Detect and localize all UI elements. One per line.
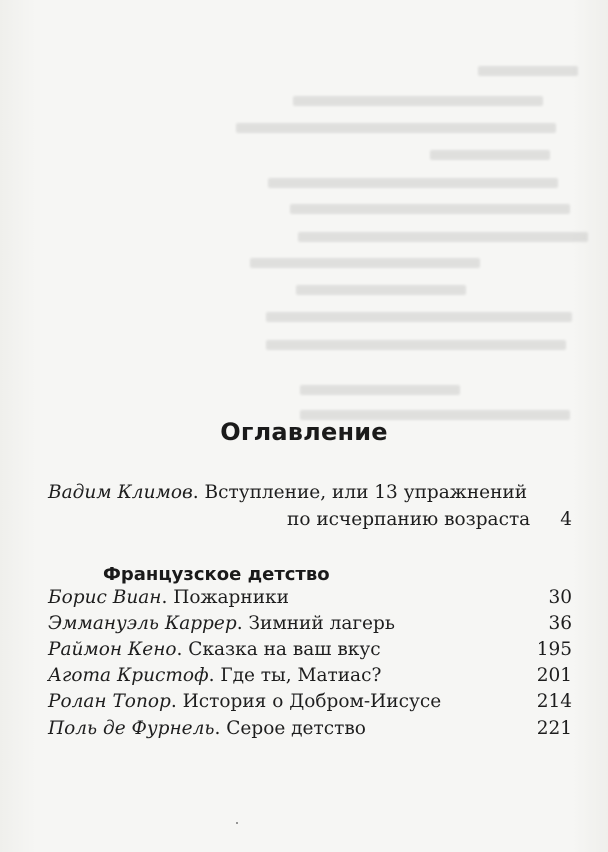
ink-speck (236, 822, 238, 824)
entry-separator: . (161, 587, 174, 608)
toc-title: Оглавление (220, 418, 388, 446)
section-heading: Французское детство (103, 564, 330, 585)
toc-entry[interactable] (48, 690, 441, 714)
entry-author: Вадим Климов (48, 482, 193, 503)
entry-title: Серое детство (226, 718, 366, 739)
toc-entry[interactable] (48, 638, 381, 662)
entry-separator: . (176, 639, 189, 660)
entry-separator: . (214, 718, 227, 739)
toc-entry[interactable] (48, 664, 381, 688)
entry-page-number: 36 (548, 613, 572, 634)
entry-page-number: 221 (536, 718, 572, 739)
entry-author: Ролан Топор (48, 691, 171, 712)
entry-author: Раймон Кено (48, 639, 177, 660)
entry-separator: . (208, 665, 221, 686)
entry-author: Агота Кристоф (48, 665, 209, 686)
entry-title-continued: по исчерпанию возраста (287, 509, 531, 530)
toc-entry[interactable] (48, 586, 289, 610)
entry-author: Эммануэль Каррер (48, 613, 237, 634)
entry-separator: . (170, 691, 183, 712)
entry-separator: . (236, 613, 249, 634)
entry-title: История о Добром-Иисусе (182, 691, 442, 712)
entry-title: Где ты, Матиас? (220, 665, 382, 686)
toc-entry[interactable] (48, 717, 366, 741)
entry-title: Сказка на ваш вкус (188, 639, 381, 660)
entry-author: Борис Виан (48, 587, 162, 608)
entry-separator: . (192, 482, 205, 503)
entry-page-number: 214 (536, 691, 572, 712)
entry-page-number: 201 (536, 665, 572, 686)
entry-title: Пожарники (173, 587, 289, 608)
entry-page-number: 4 (560, 509, 572, 530)
entry-author: Поль де Фурнель (48, 718, 215, 739)
entry-page-number: 195 (536, 639, 572, 660)
toc-entry[interactable] (48, 612, 395, 636)
entry-title: Вступление, или 13 упражнений (204, 482, 528, 503)
entry-title: Зимний лагерь (248, 613, 395, 634)
entry-page-number: 30 (548, 587, 572, 608)
toc-entry-intro[interactable] (48, 481, 527, 505)
